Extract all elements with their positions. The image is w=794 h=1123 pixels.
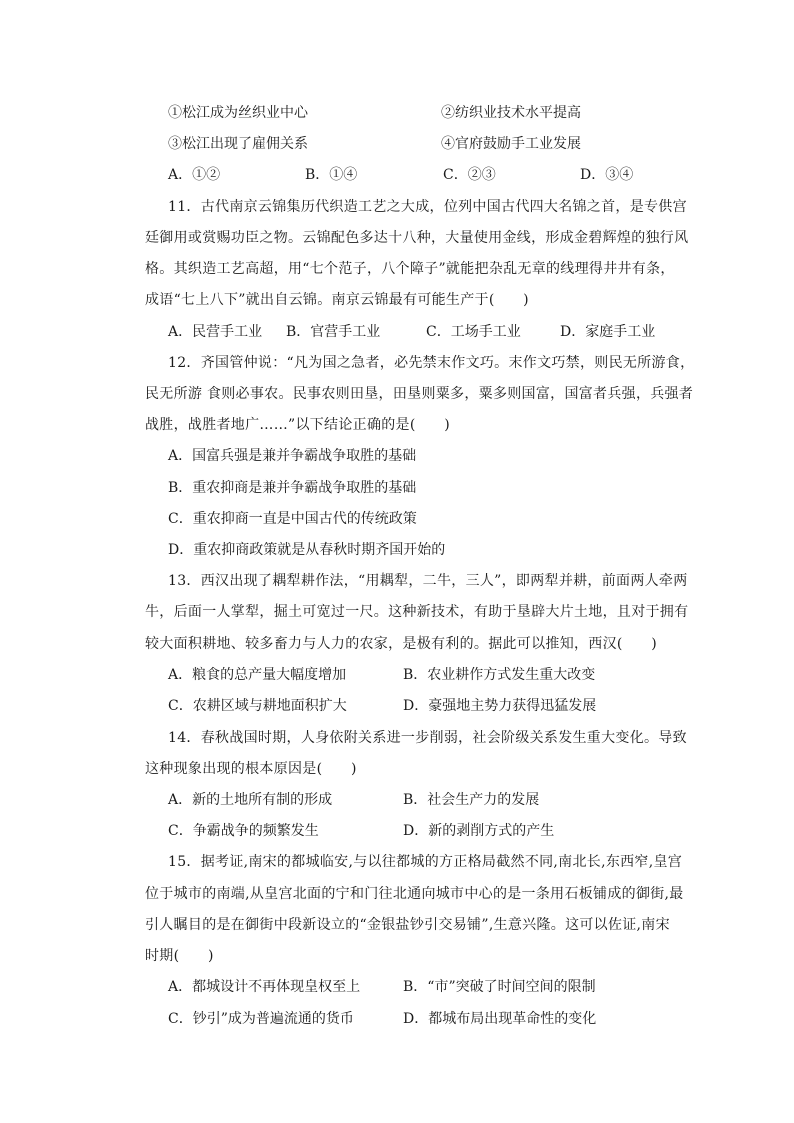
q13-option-a: A．粮食的总产量大幅度增加 — [168, 667, 347, 683]
q15-line-1: 15．据考证,南宋的都城临安,与以往都城的方正格局截然不同,南北长,东西窄,皇宫 — [168, 854, 683, 870]
q11-line-4: 成语“七上八下”就出自云锦。南京云锦最有可能生产于( ) — [145, 292, 529, 308]
q10-option-a: A．①② — [168, 167, 221, 183]
q15-option-b: B．“市”突破了时间空间的限制 — [403, 979, 596, 995]
q13-line-2: 牛，后面一人掌犁，掘土可宽过一尺。这种新技术，有助于垦辟大片土地，且对于拥有 — [145, 604, 689, 620]
q12-line-2: 民无所游 食则必事农。民事农则田垦，田垦则粟多，粟多则国富，国富者兵强，兵强者 — [145, 386, 694, 402]
q11-line-2: 廷御用或赏赐功臣之物。云锦配色多达十八种，大量使用金线，形成金碧辉煌的独行风 — [145, 230, 689, 246]
q15-line-2: 位于城市的南端,从皇宫北面的宁和门往北通向城市中心的是一条用石板铺成的御街,最 — [145, 886, 684, 902]
q15-option-c: C．钞引”成为普遍流通的货币 — [168, 1011, 354, 1027]
q13-option-c: C．农耕区域与耕地面积扩大 — [168, 698, 347, 714]
q13-line-1: 13．西汉出现了耦犁耕作法，“用耦犁，二牛，三人”，即两犁并耕，前面两人牵两 — [168, 573, 688, 589]
q15-line-4: 时期( ) — [145, 948, 214, 964]
q11-line-3: 格。其织造工艺高超，用“七个范子，八个障子”就能把杂乱无章的线理得井井有条， — [145, 261, 675, 277]
q14-option-d: D．新的剥削方式的产生 — [403, 823, 555, 839]
q12-option-b: B．重农抑商是兼并争霸战争取胜的基础 — [168, 480, 417, 496]
q15-line-3: 引人瞩目的是在御街中段新设立的“金银盐钞引交易铺”,生意兴隆。这可以佐证,南宋 — [145, 917, 670, 933]
q15-option-d: D．都城布局出现革命性的变化 — [403, 1011, 597, 1027]
q13-option-d: D．豪强地主势力获得迅猛发展 — [403, 698, 597, 714]
q11-option-c: C．工场手工业 — [426, 324, 521, 340]
q12-option-d: D．重农抑商政策就是从春秋时期齐国开始的 — [168, 542, 446, 558]
q10-item-3: ③松江出现了雇佣关系 — [168, 136, 308, 152]
q14-option-b: B．社会生产力的发展 — [403, 792, 540, 808]
q10-option-b: B．①④ — [305, 167, 358, 183]
q12-option-a: A．国富兵强是兼并争霸战争取胜的基础 — [168, 448, 417, 464]
q10-option-c: C．②③ — [443, 167, 496, 183]
q14-option-c: C．争霸战争的频繁发生 — [168, 823, 319, 839]
q14-option-a: A．新的土地所有制的形成 — [168, 792, 333, 808]
q12-line-1: 12．齐国管仲说：“凡为国之急者，必先禁末作文巧。末作文巧禁，则民无所游食， — [168, 355, 695, 371]
q14-line-2: 这种现象出现的根本原因是( ) — [145, 761, 357, 777]
q13-option-b: B．农业耕作方式发生重大改变 — [403, 667, 596, 683]
q12-option-c: C．重农抑商一直是中国古代的传统政策 — [168, 511, 417, 527]
q11-option-b: B．官营手工业 — [286, 324, 381, 340]
q13-line-3: 较大面积耕地、较多畜力与人力的农家，是极有利的。据此可以推知，西汉( ) — [145, 636, 658, 652]
q11-option-d: D．家庭手工业 — [560, 324, 656, 340]
q10-item-2: ②纺织业技术水平提高 — [441, 105, 581, 121]
q10-item-1: ①松江成为丝织业中心 — [168, 105, 308, 121]
q11-line-1: 11．古代南京云锦集历代织造工艺之大成，位列中国古代四大名锦之首，是专供宫 — [168, 199, 687, 215]
q12-line-3: 战胜，战胜者地广……”以下结论正确的是( ) — [145, 417, 450, 433]
q15-option-a: A．都城设计不再体现皇权至上 — [168, 979, 361, 995]
q11-option-a: A．民营手工业 — [168, 324, 263, 340]
q14-line-1: 14．春秋战国时期，人身依附关系进一步削弱，社会阶级关系发生重大变化。导致 — [168, 730, 687, 746]
q10-option-d: D．③④ — [580, 167, 634, 183]
q10-item-4: ④官府鼓励手工业发展 — [441, 136, 581, 152]
